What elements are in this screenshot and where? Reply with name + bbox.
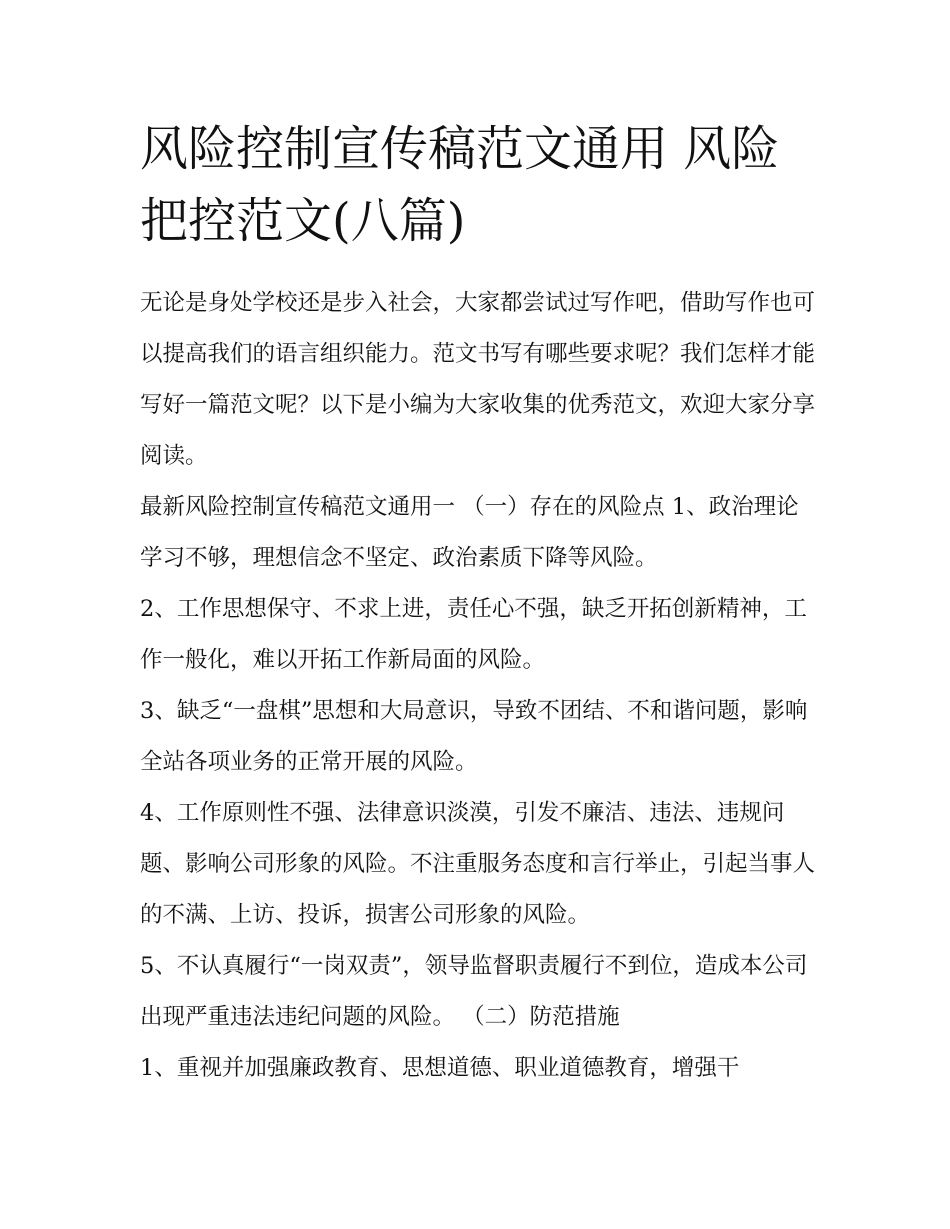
document-title: 风险控制宣传稿范文通用 风险把控范文(八篇)	[140, 121, 780, 249]
paragraph-risk-point-1: 最新风险控制宣传稿范文通用一 （一）存在的风险点 1、政治理论学习不够，理想信念不坚定、政治素质下降等风险。	[140, 494, 799, 571]
paragraph-risk-point-3: 3、缺乏“一盘棋”思想和大局意识，导致不团结、不和谐问题，影响全站各项业务的正常开展的风险。	[140, 698, 808, 775]
document-body	[140, 278, 820, 1094]
paragraph-risk-point-4: 4、工作原则性不强、法律意识淡漠，引发不廉洁、违法、违规问题、影响公司形象的风险。不注重服务态度和言行举止，引起当事人的不满、上访、投诉，损害公司形象的风险。	[140, 800, 816, 928]
paragraph-risk-point-5: 5、不认真履行“一岗双责”，领导监督职责履行不到位，造成本公司出现严重违法违纪问题的风险。 （二）防范措施	[140, 953, 808, 1030]
paragraph-intro: 无论是身处学校还是步入社会，大家都尝试过写作吧，借助写作也可以提高我们的语言组织能力。范文书写有哪些要求呢？我们怎样才能写好一篇范文呢？以下是小编为大家收集的优秀范文，欢迎大家分享阅读。	[140, 290, 816, 469]
paragraph-measure-1: 1、重视并加强廉政教育、思想道德、职业道德教育，增强干	[140, 1055, 740, 1081]
paragraph-risk-point-2: 2、工作思想保守、不求上进，责任心不强，缺乏开拓创新精神，工作一般化，难以开拓工作新局面的风险。	[140, 596, 807, 673]
